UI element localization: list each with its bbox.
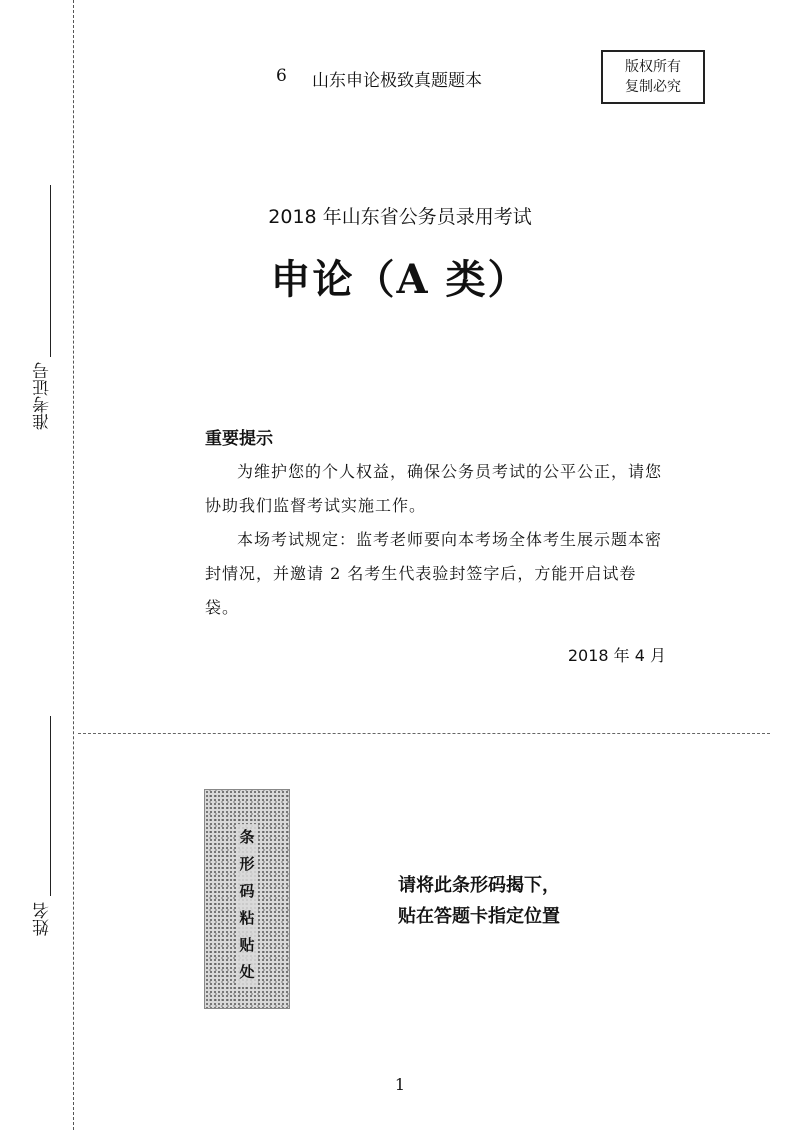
header-book-title: 山东申论极致真题题本	[312, 71, 482, 91]
exam-main-title: 申论（A 类）	[270, 256, 530, 303]
barcode-char: 码	[236, 878, 258, 905]
notice-paragraph-1: 为维护您的个人权益，确保公务员考试的公平公正，请您协助我们监督考试实施工作。	[205, 462, 663, 515]
notice-heading: 重要提示	[205, 429, 273, 449]
notice-date: 2018 年 4 月	[567, 646, 666, 665]
barcode-char: 条	[236, 824, 258, 851]
barcode-label	[205, 824, 289, 986]
copyright-box	[601, 50, 705, 104]
barcode-instruction-2: 贴在答题卡指定位置	[398, 906, 560, 927]
name-write-line	[50, 716, 51, 896]
barcode-char: 粘	[236, 905, 258, 932]
copyright-line-1: 版权所有	[625, 59, 681, 75]
copyright-line-2: 复制必究	[625, 79, 681, 95]
barcode-sticker[interactable]	[204, 789, 290, 1009]
barcode-char: 处	[236, 959, 258, 986]
header-page-number: 6	[276, 66, 287, 86]
barcode-instruction-1: 请将此条形码揭下，	[398, 875, 560, 896]
exam-subtitle: 2018 年山东省公务员录用考试	[268, 206, 532, 228]
binding-dashed-line	[73, 0, 74, 1130]
name-label: 姓名	[33, 902, 53, 936]
footer-page-number: 1	[394, 1075, 406, 1094]
notice-paragraph-2: 本场考试规定：监考老师要向本考场全体考生展示题本密封情况，并邀请 2 名考生代表验封签字后，方能开启试卷袋。	[205, 530, 663, 617]
cut-dashed-line	[78, 733, 770, 734]
exam-id-label: 准考证号	[33, 362, 53, 430]
barcode-char: 贴	[236, 932, 258, 959]
barcode-char: 形	[236, 851, 258, 878]
